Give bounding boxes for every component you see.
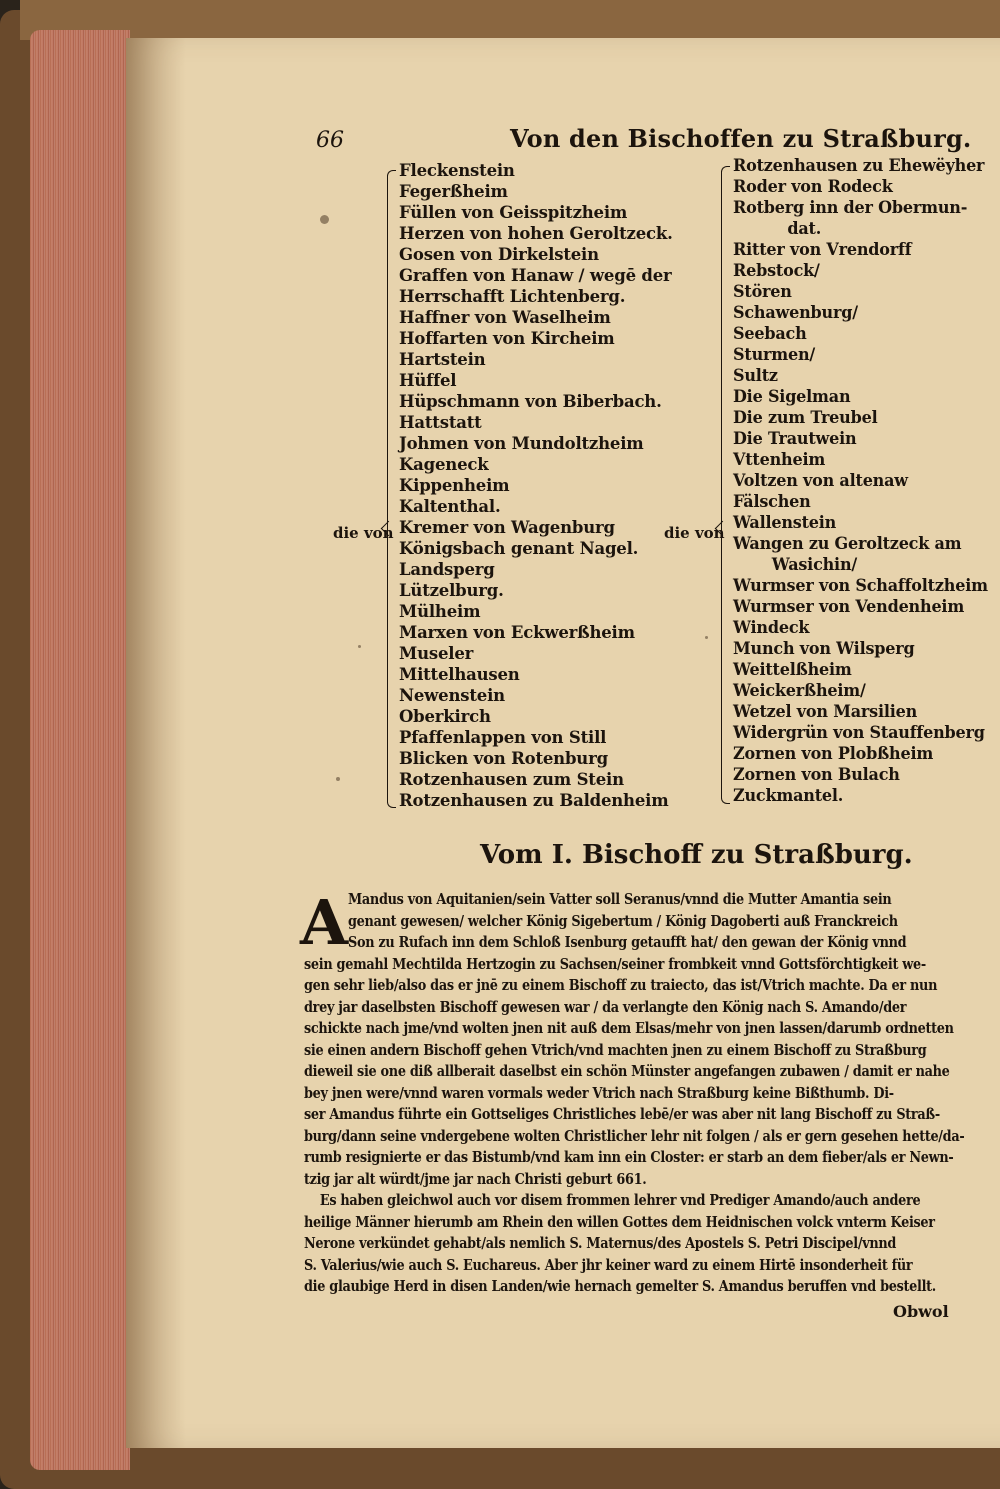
page-edges xyxy=(30,30,130,1470)
family-entry: Herrschafft Lichtenberg. xyxy=(399,287,626,306)
family-entry: Hüpschmann von Biberbach. xyxy=(399,392,662,411)
family-entry: Graffen von Hanaw / wegē der xyxy=(399,266,672,285)
family-entry: Mittelhausen xyxy=(399,665,520,684)
family-entry: Hattstatt xyxy=(399,413,482,432)
family-entry: Vttenheim xyxy=(733,450,826,469)
text-line: die glaubige Herd in disen Landen/wie hernach gemelter S. Amandus beruffen vnd bestellt. xyxy=(304,1278,936,1295)
text-line: dieweil sie one diß allberait daselbst ein schön Münster angefangen zubawen / damit er nahe xyxy=(304,1063,950,1080)
running-title: Von den Bischoffen zu Straßburg. xyxy=(510,124,972,153)
family-entry: dat. xyxy=(787,219,822,238)
text-line: bey jnen were/vnnd waren vormals weder Vtrich nach Straßburg keine Bißthumb. Di- xyxy=(304,1084,894,1102)
family-list-left xyxy=(399,160,673,811)
family-entry: Zornen von Plobßheim xyxy=(733,744,934,763)
family-entry: Pfaffenlappen von Still xyxy=(399,728,607,747)
bracket-left xyxy=(387,170,396,808)
text-line: tzig jar alt würdt/jme jar nach Christi geburt 661. xyxy=(304,1170,647,1188)
family-entry: Wurmser von Schaffoltzheim xyxy=(733,576,988,595)
family-entry: Stören xyxy=(733,282,792,301)
family-entry: Haffner von Waselheim xyxy=(399,308,611,327)
family-entry: Oberkirch xyxy=(399,707,491,726)
family-entry: Johmen von Mundoltzheim xyxy=(399,434,644,453)
family-entry: Museler xyxy=(399,644,474,663)
ink-spot xyxy=(336,777,340,781)
family-entry: Landsperg xyxy=(399,560,495,579)
family-entry: Weittelßheim xyxy=(733,660,852,679)
family-entry: Mülheim xyxy=(399,602,481,621)
text-line: Es haben gleichwol auch vor disem frommen lehrer vnd Prediger Amando/auch andere xyxy=(319,1192,921,1209)
family-entry: Königsbach genant Nagel. xyxy=(399,539,639,558)
family-entry: Wetzel von Marsilien xyxy=(733,702,918,721)
page-number: 66 xyxy=(316,128,344,153)
family-entry: Gosen von Dirkelstein xyxy=(399,245,599,264)
family-entry: Sturmen/ xyxy=(733,345,816,364)
ink-spot xyxy=(320,215,329,224)
family-entry: Marxen von Eckwerßheim xyxy=(399,623,635,642)
family-entry: Rotzenhausen zum Stein xyxy=(399,770,624,789)
family-entry: Wurmser von Vendenheim xyxy=(733,597,965,616)
text-line: Nerone verkündet gehabt/als nemlich S. Maternus/des Apostels S. Petri Discipel/vnnd xyxy=(304,1235,897,1252)
family-entry: Füllen von Geisspitzheim xyxy=(399,203,628,222)
family-entry: Fegerßheim xyxy=(399,182,508,201)
text-line: schickte nach jme/vnd wolten jnen nit auß dem Elsas/mehr von jnen lassen/darumb ordnetten xyxy=(304,1020,954,1037)
text-line: S. Valerius/wie auch S. Euchareus. Aber jhr keiner ward zu einem Hirtē insonderheit für xyxy=(304,1256,913,1274)
family-entry: Hoffarten von Kircheim xyxy=(399,329,615,348)
family-entry: Roder von Rodeck xyxy=(733,177,893,196)
text-line: ser Amandus führte ein Gottseliges Christliches lebē/er was aber nit lang Bischoff zu Straß- xyxy=(304,1106,940,1123)
catchword: Obwol xyxy=(893,1302,949,1321)
family-entry: Lützelburg. xyxy=(399,581,504,600)
text-line: Son zu Rufach inn dem Schloß Isenburg getaufft hat/ den gewan der König vnnd xyxy=(348,934,907,951)
text-line: burg/dann seine vndergebene wolten Christlicher lehr nit folgen / als er gern gesehen hette/da- xyxy=(304,1127,965,1145)
family-entry: Newenstein xyxy=(399,686,505,705)
book-cover-top xyxy=(20,0,1000,40)
bracket-right xyxy=(721,166,730,804)
family-entry: Sultz xyxy=(733,366,778,385)
family-entry: Fälschen xyxy=(733,492,811,511)
family-entry: Voltzen von altenaw xyxy=(733,471,908,490)
family-entry: Wasichin/ xyxy=(771,555,858,574)
family-entry: Ritter von Vrendorff xyxy=(733,240,912,259)
family-entry: Kippenheim xyxy=(399,476,510,495)
family-entry: Hartstein xyxy=(399,350,486,369)
text-line: rumb resignierte er das Bistumb/vnd kam inn ein Closter: er starb an dem fieber/als er Newn- xyxy=(304,1149,954,1166)
ink-spot xyxy=(705,636,708,639)
drop-cap: A xyxy=(300,886,349,959)
family-entry: Rotzenhausen zu Baldenheim xyxy=(399,791,669,810)
family-entry: Die zum Treubel xyxy=(733,408,878,427)
text-line: Mandus von Aquitanien/sein Vatter soll Seranus/vnnd die Mutter Amantia sein xyxy=(348,891,892,908)
bracket-label-left: die von xyxy=(333,524,394,542)
family-entry: Kremer von Wagenburg xyxy=(399,518,615,537)
family-entry: Windeck xyxy=(733,618,810,637)
text-line: genant gewesen/ welcher König Sigebertum / König Dagoberti auß Franckreich xyxy=(348,912,898,930)
family-entry: Wangen zu Geroltzeck am xyxy=(733,534,962,553)
family-entry: Rebstock/ xyxy=(733,261,820,280)
family-entry: Rotberg inn der Obermun- xyxy=(733,198,968,217)
family-entry: Zornen von Bulach xyxy=(733,765,900,784)
family-entry: Wallenstein xyxy=(733,513,837,532)
family-entry: Die Sigelman xyxy=(733,387,851,406)
family-entry: Rotzenhausen zu Ehewëyher xyxy=(733,156,985,175)
text-line: sein gemahl Mechtilda Hertzogin zu Sachsen/seiner frombkeit vnnd Gottsförchtigkeit we- xyxy=(304,955,926,973)
family-entry: Die Trautwein xyxy=(733,429,857,448)
bracket-label-right: die von xyxy=(664,524,725,542)
family-entry: Blicken von Rotenburg xyxy=(399,749,608,768)
section-heading: Vom I. Bischoff zu Straßburg. xyxy=(480,840,913,870)
text-line: sie einen andern Bischoff gehen Vtrich/vnd machten jnen zu einem Bischoff zu Straßburg xyxy=(304,1041,927,1059)
family-entry: Herzen von hohen Geroltzeck. xyxy=(399,224,673,243)
ink-spot xyxy=(358,645,361,648)
family-entry: Weickerßheim/ xyxy=(733,681,866,700)
family-entry: Munch von Wilsperg xyxy=(733,639,915,658)
family-entry: Kageneck xyxy=(399,455,489,474)
family-entry: Schawenburg/ xyxy=(733,303,858,322)
family-entry: Hüffel xyxy=(399,371,457,390)
body-text xyxy=(304,889,1000,1298)
family-entry: Widergrün von Stauffenberg xyxy=(733,723,985,742)
family-list-right xyxy=(733,155,996,806)
text-line: heilige Männer hierumb am Rhein den willen Gottes dem Heidnischen volck vnterm Keiser xyxy=(304,1213,935,1231)
family-entry: Fleckenstein xyxy=(399,161,515,180)
family-entry: Kaltenthal. xyxy=(399,497,501,516)
family-entry: Seebach xyxy=(733,324,807,343)
text-line: drey jar daselbsten Bischoff gewesen war / da verlangte den König nach S. Amando/der xyxy=(304,998,907,1016)
text-line: gen sehr lieb/also das er jnē zu einem Bischoff zu traiecto, das ist/Vtrich machte. Da er nun xyxy=(304,977,938,994)
family-entry: Zuckmantel. xyxy=(733,786,844,805)
